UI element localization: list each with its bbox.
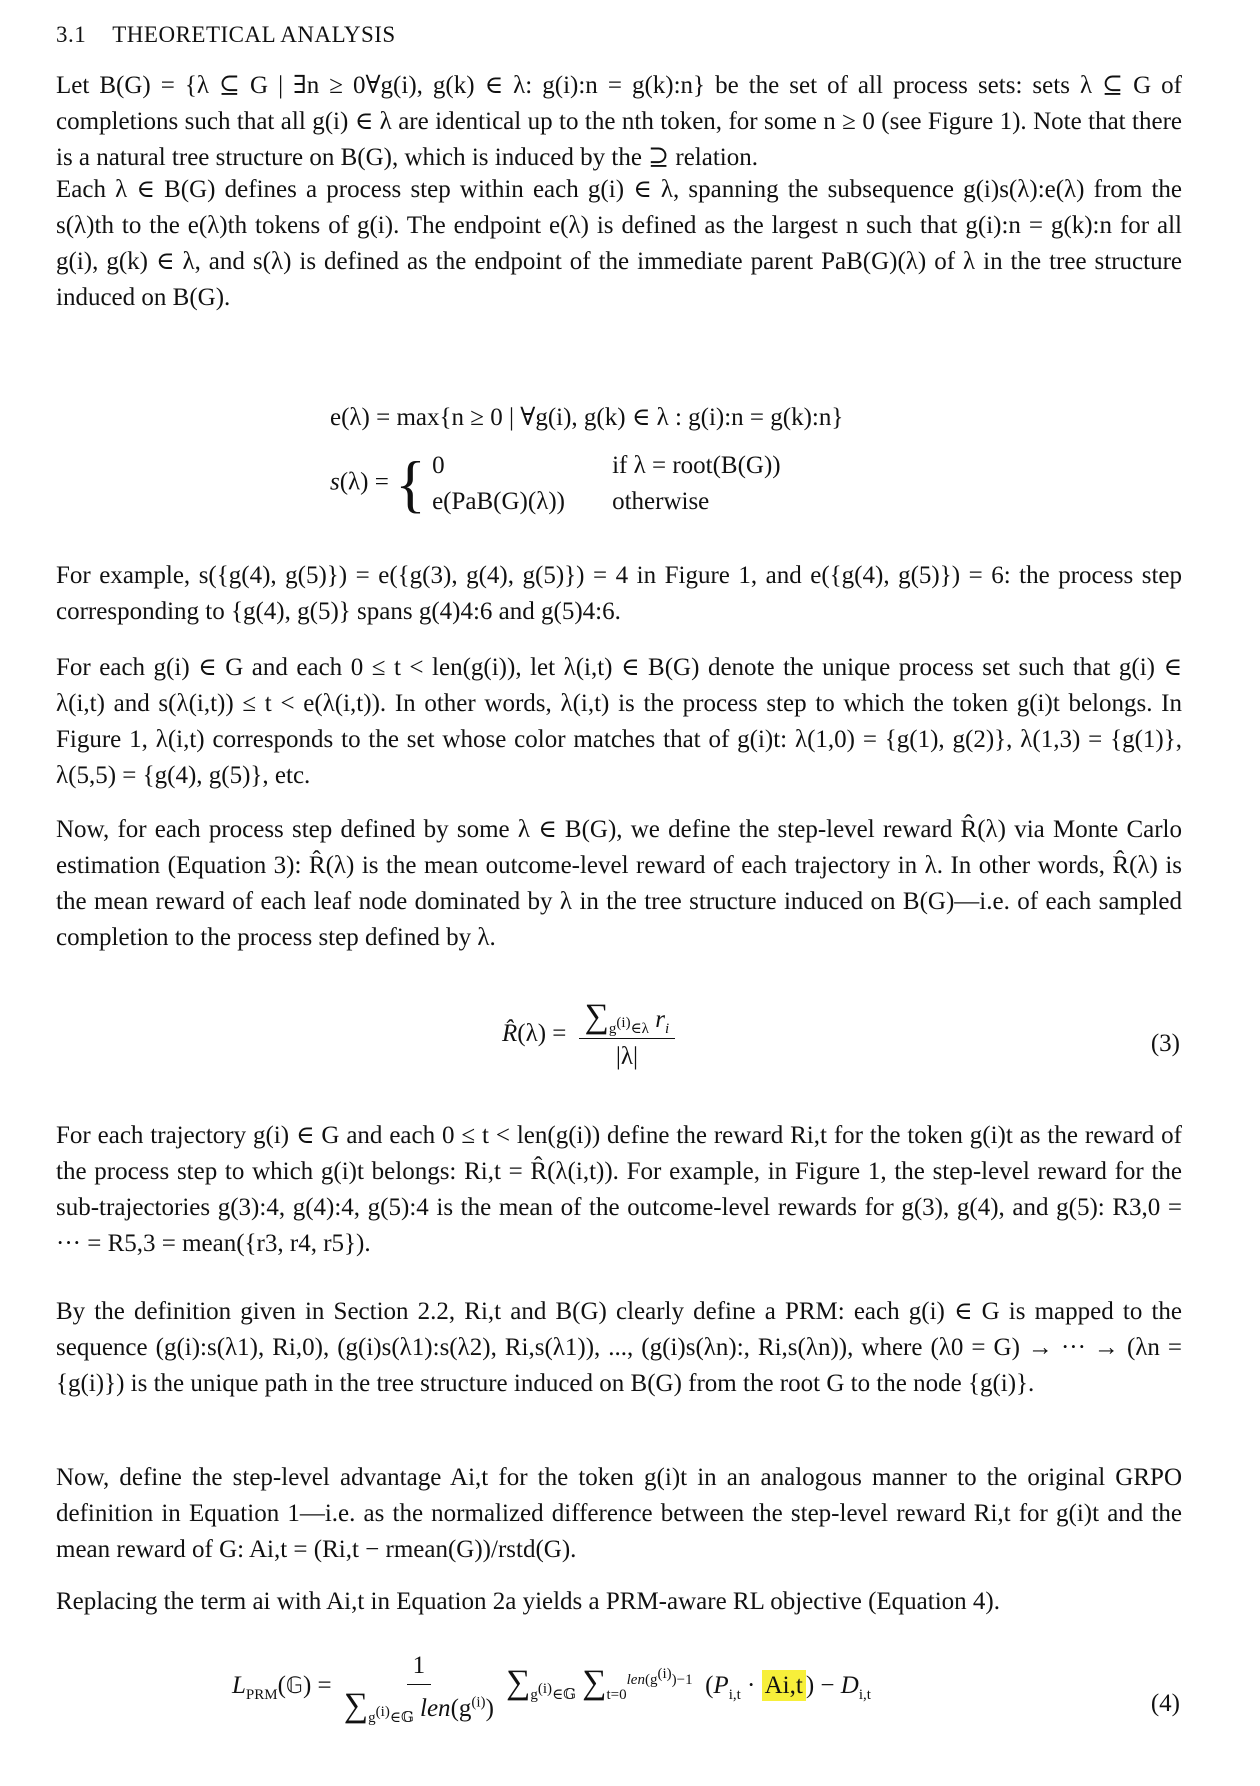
paragraph-prm: By the definition given in Section 2.2, Ri,t and B(G) clearly define a PRM: each g(i) ∈ G is mapped to the sequence (g(i):s(λ1), Ri,0), (g(i)s(λ1):s(λ2), Ri,s(λ1)), ..., (g(i)s(λn):, Ri,s(λn)), where (λ0 = G) → ··· → (λn = {g(i)}) is the unique path in the tree structure induced on B(G) from the root G to the node {g(i)}. [56, 1298, 1182, 1397]
paragraph-monte-carlo: Now, for each process step defined by some λ ∈ B(G), we define the step-level reward R̂(λ) via Monte Carlo estimation (Equation 3): R̂(λ) is the mean outcome-level reward of each trajectory in λ. In other words, R̂(λ) is the mean reward of each leaf node dominated by λ in the tree structure induced on B(G)—i.e. of each sampled completion to the process step defined by λ. [56, 816, 1182, 951]
equation-3: R̂(λ) = $\frac{\sum_{g^{(i)}\in\lambda} r_i}{|\lambda|}$ [502, 1000, 681, 1071]
s-case-1-condition: if λ = root(B(G)) [612, 452, 781, 479]
equation-3-label: (3) [1150, 1030, 1180, 1057]
section-title: THEORETICAL ANALYSIS [112, 22, 396, 47]
equation-start-def: s(λ) = { 0 if λ = root(B(G)) e(PaB(G)(λ)) otherwise [330, 448, 781, 519]
equation-4: $L_{PRM}(𝔾)$ = $\frac{1}{\sum_{g^{(i)}\in 𝔾} len(g^{(i)})}$ $\sum_{g^{(i)}\in 𝔾}$ $\sum_{t=0}^{len(g^{(i)})-1}$ ($P_{i,t} \cdot Ai,t$ ) − $D_{i,t}$ [232, 1652, 871, 1726]
s-case-1-value: 0 [432, 452, 445, 479]
equation-e: e(λ) = max{n ≥ 0 | ∀g(i), g(k) ∈ λ : g(i):n = g(k):n} [330, 404, 844, 431]
paragraph-process-step: Each λ ∈ B(G) defines a process step within each g(i) ∈ λ, spanning the subsequence g(i)s(λ):e(λ) from the s(λ)th to the e(λ)th tokens of g(i). The endpoint e(λ) is defined as the largest n such that g(i):n = g(k):n for all g(i), g(k) ∈ λ, and s(λ) is defined as the endpoint of the immediate parent PaB(G)(λ) of λ in the tree structure induced on B(G). [56, 176, 1182, 311]
s-case-2-condition: otherwise [612, 488, 710, 515]
highlighted-advantage-term: Ai,t [762, 1670, 806, 1701]
s-case-2-value: e(PaB(G)(λ)) [432, 488, 565, 515]
paragraph-lambda-it: For each g(i) ∈ G and each 0 ≤ t < len(g(i)), let λ(i,t) ∈ B(G) denote the unique process set such that g(i) ∈ λ(i,t) and s(λ(i,t)) ≤ t < e(λ(i,t)). In other words, λ(i,t) is the process step to which the token g(i)t belongs. In Figure 1, λ(i,t) corresponds to the set whose color matches that of g(i)t: λ(1,0) = {g(1), g(2)}, λ(1,3) = {g(1)}, λ(5,5) = {g(4), g(5)}, etc. [56, 654, 1182, 789]
equation-endpoint-def [330, 402, 843, 432]
paragraph-advantage: Now, define the step-level advantage Ai,t for the token g(i)t in an analogous manner to the original GRPO definition in Equation 1—i.e. as the normalized difference between the step-level reward Ri,t for g(i)t and the mean reward of G: Ai,t = (Ri,t − rmean(G))/rstd(G). [56, 1464, 1182, 1563]
section-number: 3.1 [56, 22, 87, 47]
paragraph-example: For example, s({g(4), g(5)}) = e({g(3), g(4), g(5)}) = 4 in Figure 1, and e({g(4), g(5)}) = 6: the process step corresponding to {g(4), g(5)} spans g(4)4:6 and g(5)4:6. [56, 562, 1182, 625]
section-heading [56, 22, 396, 48]
paragraph-token-reward: For each trajectory g(i) ∈ G and each 0 ≤ t < len(g(i)) define the reward Ri,t for the token g(i)t as the reward of the process step to which g(i)t belongs: Ri,t = R̂(λ(i,t)). For example, in Figure 1, the step-level reward for the sub-trajectories g(3):4, g(4):4, g(5):4 is the mean of the outcome-level rewards for g(3), g(4), and g(5): R3,0 = ··· = R5,3 = mean({r3, r4, r5}). [56, 1122, 1182, 1257]
paragraph-objective: Replacing the term ai with Ai,t in Equation 2a yields a PRM-aware RL objective (Equation 4). [56, 1588, 1000, 1615]
equation-4-label: (4) [1150, 1690, 1180, 1717]
paragraph-process-sets: Let B(G) = {λ ⊆ G | ∃n ≥ 0∀g(i), g(k) ∈ λ: g(i):n = g(k):n} be the set of all process sets: sets λ ⊆ G of completions such that all g(i) ∈ λ are identical up to the nth token, for some n ≥ 0 (see Figure 1). Note that there is a natural tree structure on B(G), which is induced by the ⊇ relation. [56, 72, 1182, 171]
